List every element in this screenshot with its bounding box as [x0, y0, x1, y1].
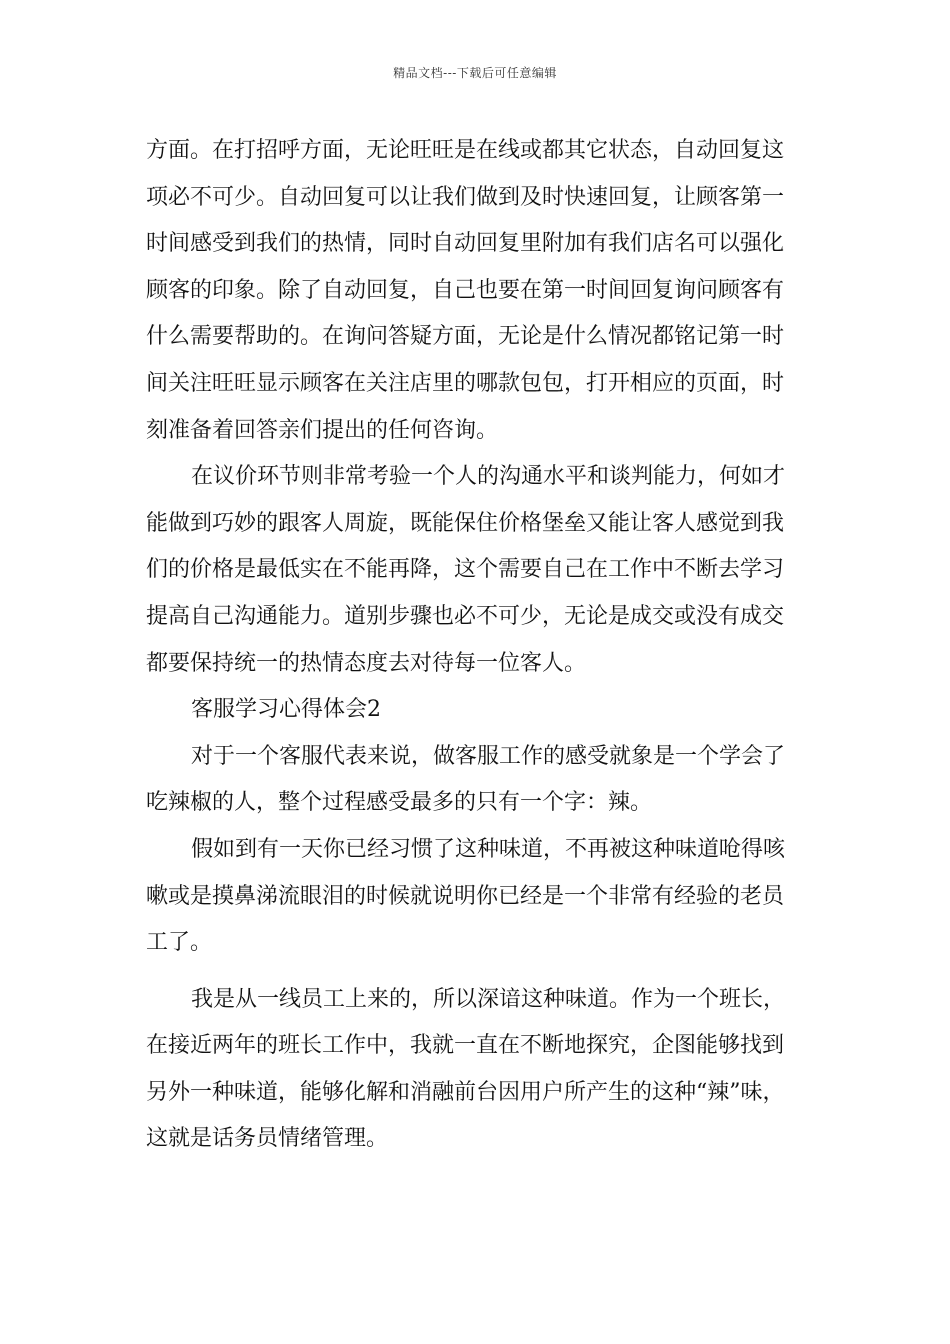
text-line: 这就是话务员情绪管理。 — [146, 1126, 389, 1152]
text-line: 提高自己沟通能力。道别步骤也必不可少，无论是成交或没有成交 — [146, 603, 785, 629]
text-line: 时间感受到我们的热情，同时自动回复里附加有我们店名可以强化 — [146, 231, 785, 257]
text-line: 吃辣椒的人，整个过程感受最多的只有一个字：辣。 — [146, 790, 653, 816]
text-line: 在接近两年的班长工作中，我就一直在不断地探究，企图能够找到 — [146, 1033, 785, 1059]
text-line: 什么需要帮助的。在询问答疑方面，无论是什么情况都铭记第一时 — [146, 324, 785, 350]
paragraph — [146, 827, 816, 967]
document-body — [146, 128, 816, 1163]
paragraph — [146, 128, 816, 454]
text-line: 方面。在打招呼方面，无论旺旺是在线或都其它状态，自动回复这 — [146, 138, 785, 163]
text-line: 在议价环节则非常考验一个人的沟通水平和谈判能力，何如才 — [191, 464, 786, 490]
text-line: 项必不可少。自动回复可以让我们做到及时快速回复，让顾客第一 — [146, 184, 785, 210]
text-line: 顾客的印象。除了自动回复，自己也要在第一时间回复询问顾客有 — [146, 277, 785, 303]
heading-text: 客服学习心得体会2 — [191, 697, 381, 723]
paragraph — [146, 977, 816, 1163]
text-line: 工了。 — [146, 930, 213, 956]
text-line: 我是从一线员工上来的，所以深谙这种味道。作为一个班长， — [191, 986, 786, 1012]
page-header: 精品文档---下载后可任意编辑 — [393, 66, 557, 80]
text-line: 能做到巧妙的跟客人周旋，既能保住价格堡垒又能让客人感觉到我 — [146, 510, 785, 536]
text-line: 们的价格是最低实在不能再降，这个需要自己在工作中不断去学习 — [146, 557, 785, 583]
text-line: 间关注旺旺显示顾客在关注店里的哪款包包，打开相应的页面，时 — [146, 370, 785, 396]
paragraph — [146, 454, 816, 687]
paragraph-gap — [146, 967, 816, 977]
paragraph — [146, 734, 816, 827]
text-line: 刻准备着回答亲们提出的任何咨询。 — [146, 417, 499, 443]
text-line: 另外一种味道，能够化解和消融前台因用户所产生的这种“辣”味， — [146, 1079, 785, 1105]
text-line: 对于一个客服代表来说，做客服工作的感受就象是一个学会了 — [191, 743, 786, 769]
text-line: 假如到有一天你已经习惯了这种味道，不再被这种味道呛得咳 — [191, 836, 786, 862]
text-line: 都要保持统一的热情态度去对待每一位客人。 — [146, 650, 587, 676]
text-line: 嗽或是摸鼻涕流眼泪的时候就说明你已经是一个非常有经验的老员 — [146, 883, 785, 909]
section-heading — [146, 687, 816, 734]
